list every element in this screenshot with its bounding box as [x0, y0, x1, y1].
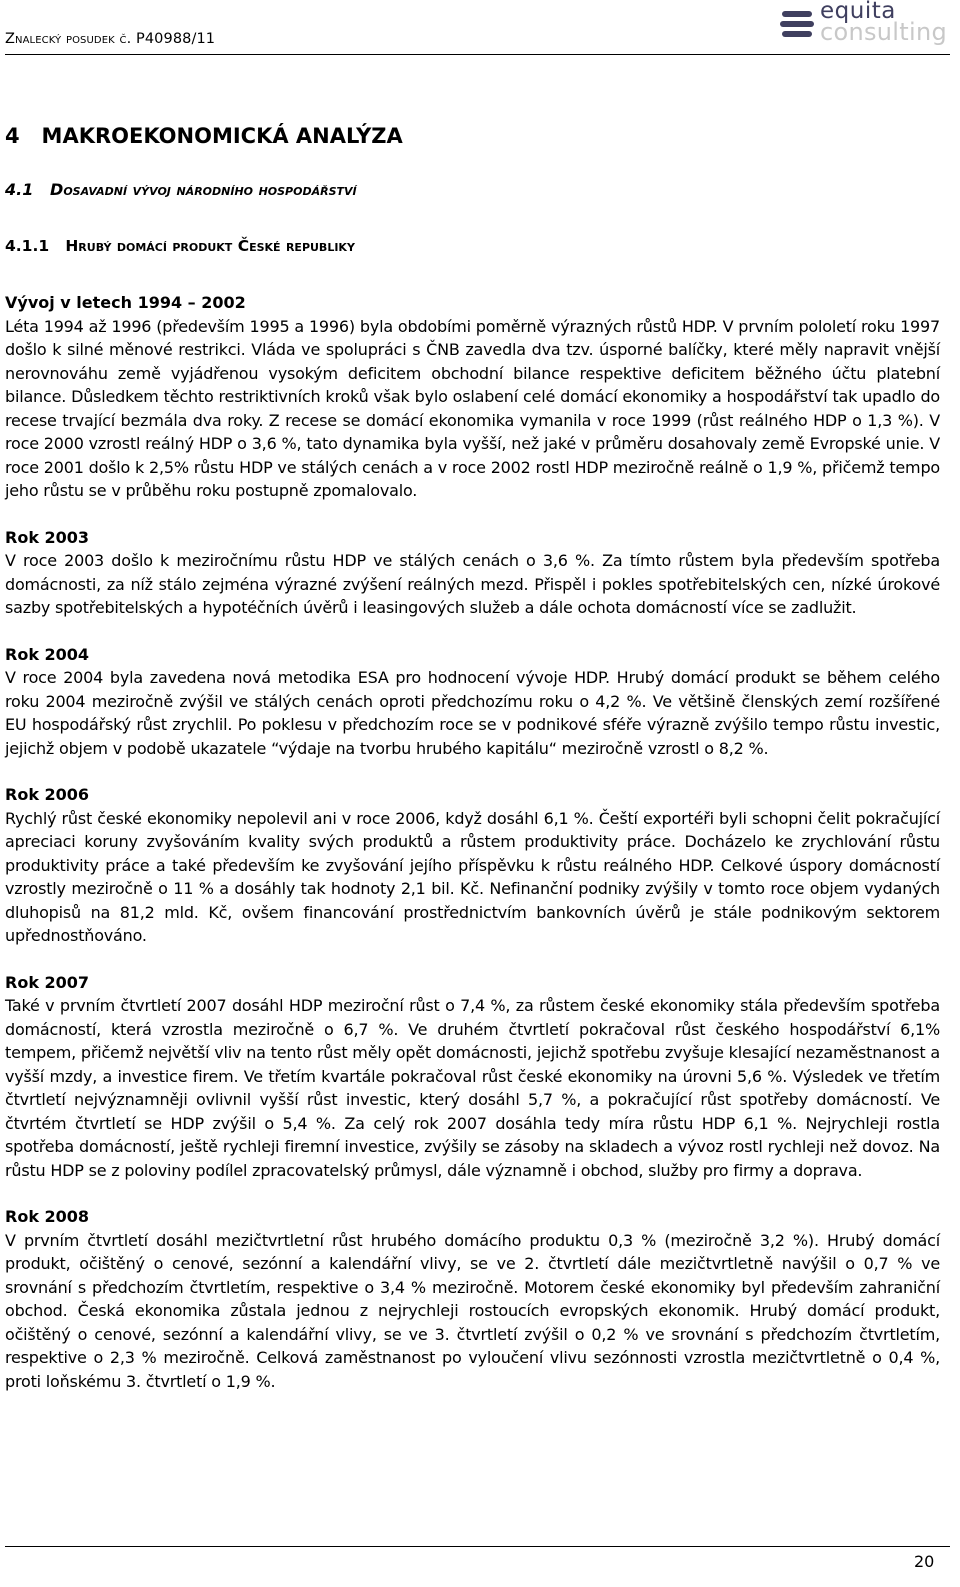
header-divider [5, 54, 950, 55]
section-2007 [5, 971, 940, 1183]
section-title: Rok 2008 [5, 1207, 90, 1226]
section-paragraph: Léta 1994 až 1996 (především 1995 a 1996) byla obdobími poměrně výrazných růstů HDP. V prvním pololetí roku 1997 došlo k silné měnové restrikci. Vláda ve spolupráci s ČNB zavedla dva tzv. úsporné balíčky, které měly napravit vnější nerovnováhu země vyjádřenou vysokým deficitem obchodní bilance respektive deficitem běžného účtu platební bilance. Důsledkem těchto restriktivních kroků však bylo oslabení celé domácí ekonomiky a hospodářství tak upadlo do recese trvající bezmála dva roky. Z recese se domácí ekonomika vymanila v roce 1999 (růst reálného HDP o 1,3 %). V roce 2000 vzrostl reálný HDP o 3,6 %, tato dynamika byla vyšší, než jaké v průměru dosahovaly země Evropské unie. V roce 2001 došlo k 2,5% růstu HDP ve stálých cenách a v roce 2002 rostl HDP meziročně reálně o 1,9 %, přičemž tempo jeho růstu se v průběhu roku postupně zpomalovalo. [5, 316, 940, 500]
equita-consulting-logo [780, 2, 950, 46]
section-paragraph: Také v prvním čtvrtletí 2007 dosáhl HDP meziroční růst o 7,4 %, za růstem české ekonomiky stála především spotřeba domácností, která vzrostla meziročně o 6,7 %. Ve druhém čtvrtletí pokračoval růst českého hospodářství 6,1% tempem, přičemž největší vliv na tento růst měly opět domácnosti, jejichž spotřebu zvyšuje klesající nezaměstnanost a vyšší mzdy, a investice firem. Ve třetím kvartále pokračoval růst české ekonomiky na úrovni 5,6 %. Výsledek ve třetím čtvrtletí nejvýznamněji ovlivnil vyšší růst investic, který dosáhl 5,7 %, a pokračující růst spotřeby domácností. Ve čtvrtém čtvrtletí se HDP zvýšil o 5,4 %. Za celý rok 2007 dosáhla tedy míra růstu HDP 6,1 %. Nejrychleji rostla spotřeba domácností, ještě rychleji firemní investice, zvýšily se zásoby na skladech a vývoz rostl rychleji než dovoz. Na růstu HDP se z poloviny podílel zpracovatelský průmysl, dále významně i obchod, služby pro firmy a doprava. [5, 996, 940, 1180]
section-paragraph: Rychlý růst české ekonomiky nepolevil ani v roce 2006, když dosáhl 6,1 %. Čeští exportéři byli schopni čelit pokračující apreciaci koruny zvyšováním kvality svých produktů a růstem produktivity práce. Docházelo ke zrychlování růstu produktivity práce a také především ke zvyšování jejího příspěvku k růstu reálného HDP. Celkové úspory domácností vzrostly meziročně o 11 % a dosáhly tak hodnoty 2,1 bil. Kč. Nefinanční podniky zvýšily v tomto roce objem vydaných dluhopisů na 81,2 mld. Kč, ovšem financování prostřednictvím bankovních úvěrů je stále podnikovým sektorem upřednostňováno. [5, 808, 940, 945]
section-title: Rok 2003 [5, 527, 90, 547]
section-title: Rok 2006 [5, 785, 90, 804]
section-paragraph: V roce 2004 byla zavedena nová metodika ESA pro hodnocení vývoje HDP. Hrubý domácí produkt se během celého roku 2004 meziročně zvýšil ve stálých cenách oproti předchozímu roku o 4,2 %. Ve většině členských zemí rozšířené EU hospodářský růst zrychlil. Po poklesu v předchozím roce se v podnikové sféře výrazně zvýšilo tempo růstu investic, jejichž objem v podobě ukazatele “výdaje na tvorbu hrubého kapitálu“ meziročně vzrostl o 8,2 %. [5, 668, 940, 758]
report-title: Znalecký posudek č. P40988/11 [5, 31, 216, 47]
section-paragraph: V roce 2003 došlo k meziročnímu růstu HDP ve stálých cenách o 3,6 %. Za tímto růstem byla především spotřeba domácnosti, za níž stálo zejména výrazné zvýšení reálných mezd. Přispěl i pokles spotřebitelských cen, nízké úrokové sazby spotřebitelských a hypotéčních úvěrů i leasingových služeb a dále ochota domácností více se zadlužit. [5, 551, 940, 617]
section-1994-2002 [5, 291, 940, 503]
section-title: Rok 2004 [5, 644, 90, 664]
section-2003 [5, 526, 940, 620]
logo-text-equita: equita [820, 0, 896, 24]
document-body [5, 291, 940, 1393]
footer-divider [5, 1546, 950, 1547]
section-heading: 4.1 Dosavadní vývoj národního hospodářství [5, 180, 357, 199]
section-2004 [5, 643, 940, 761]
chapter-heading: 4 MAKROEKONOMICKÁ ANALÝZA [5, 124, 403, 148]
section-2006 [5, 783, 940, 948]
section-title: Vývoj v letech 1994 – 2002 [5, 293, 246, 312]
subsection-heading: 4.1.1 Hrubý domácí produkt České republiky [5, 237, 355, 255]
page-header [0, 0, 960, 60]
logo-mark-icon [780, 10, 814, 38]
logo-text-consulting: consulting [820, 18, 947, 46]
section-paragraph: V prvním čtvrtletí dosáhl mezičtvrtletní růst hrubého domácího produktu 0,3 % (meziročně 3,2 %). Hrubý domácí produkt, očištěný o cenové, sezónní a kalendářní vlivy, se ve 2. čtvrtletí dále mezičtvrtletně navýšil o 0,7 % ve srovnání s předchozím čtvrtletím, respektive o 3,4 % meziročně. Motorem české ekonomiky byl především zahraniční obchod. Česká ekonomika zůstala jednou z nejrychleji rostoucích evropských ekonomik. Hrubý domácí produkt, očištěný o cenové, sezónní a kalendářní vlivy, se ve 3. čtvrtletí zvýšil o 0,2 % ve srovnání s předchozím čtvrtletím, respektive o 2,3 % meziročně. Celková zaměstnanost po vyloučení vlivu sezónnosti vzrostla mezičtvrtletně o 0,4 %, proti loňskému 3. čtvrtletí o 1,9 %. [5, 1230, 940, 1391]
section-title: Rok 2007 [5, 972, 90, 992]
section-2008 [5, 1205, 940, 1393]
page-number: 20 [914, 1552, 935, 1571]
